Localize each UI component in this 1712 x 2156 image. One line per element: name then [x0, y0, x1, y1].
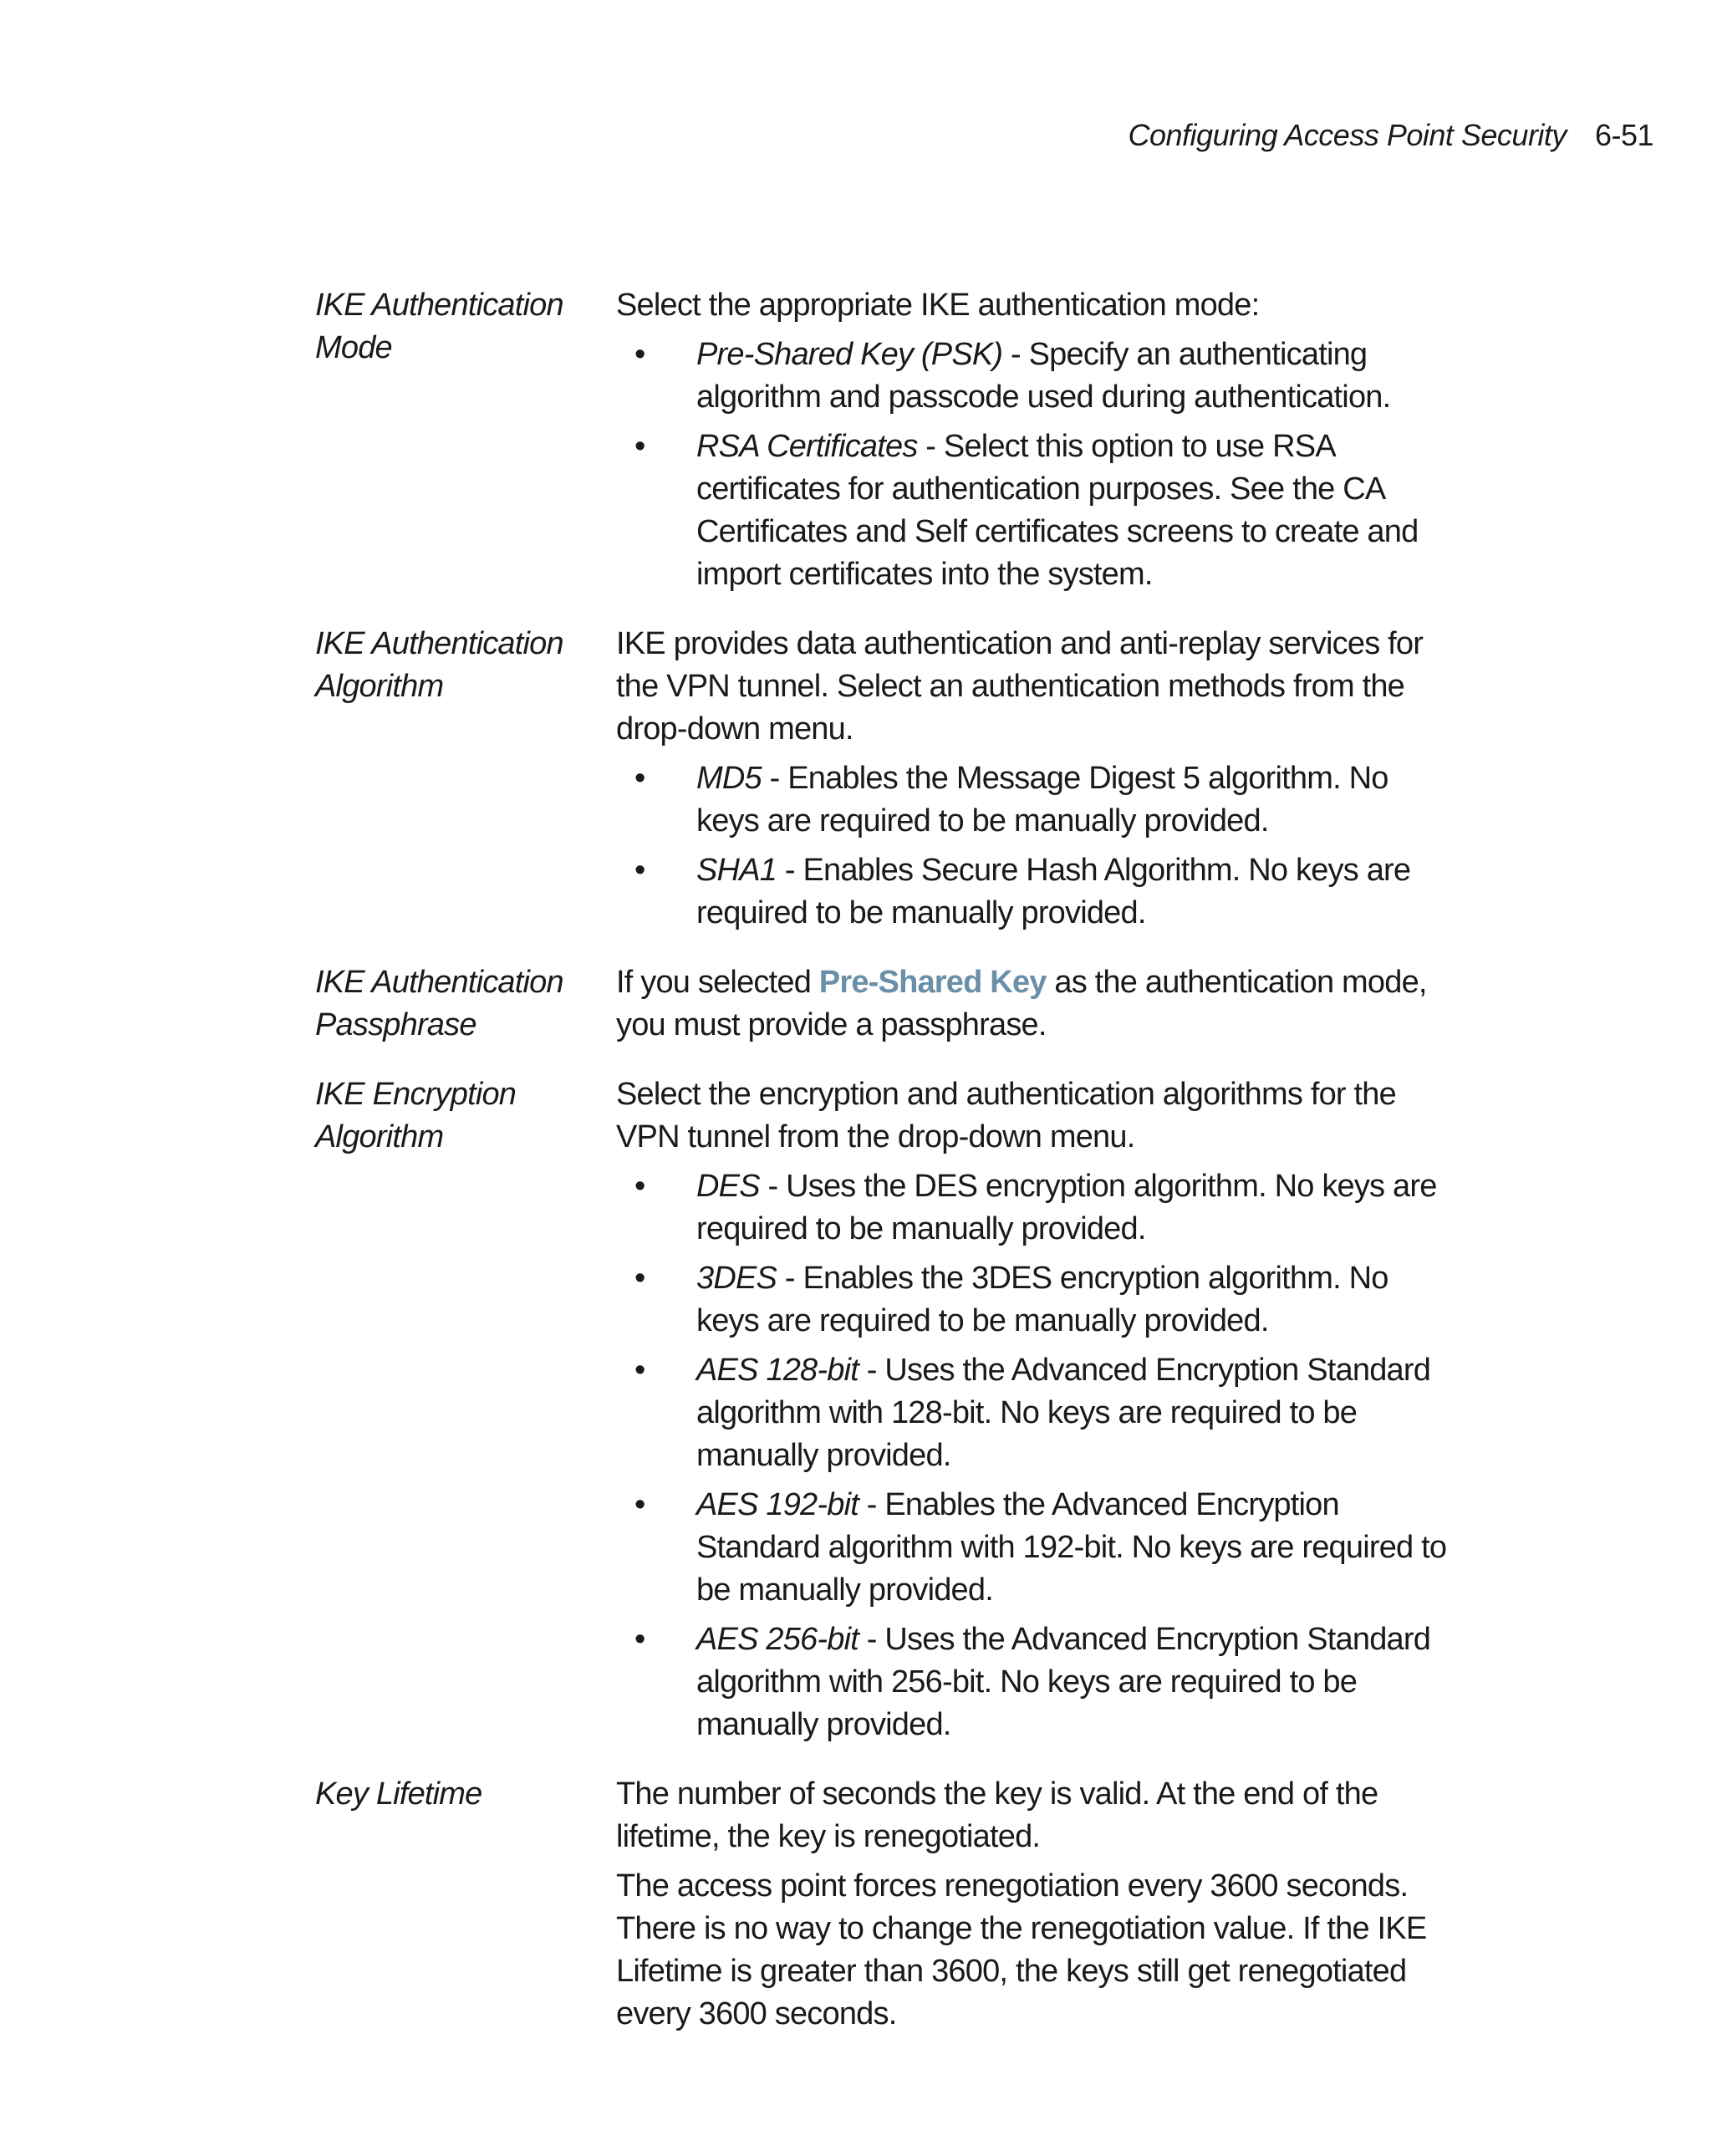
row-ike-authentication-mode	[315, 284, 1460, 603]
term-line: IKE Authentication	[315, 288, 563, 323]
list-item	[616, 1349, 1456, 1477]
bullet-list	[616, 1165, 1456, 1746]
option-name: SHA1	[696, 853, 777, 888]
option-name: AES 192-bit	[696, 1487, 859, 1522]
bullet-glyph: •	[634, 853, 645, 888]
list-item	[616, 1165, 1456, 1251]
row-ike-encryption-algorithm	[315, 1073, 1460, 1753]
intro-text: Select the encryption and authentication algorithms for the VPN tunnel from the drop-down menu.	[616, 1077, 1396, 1154]
row-ike-authentication-passphrase	[315, 961, 1460, 1053]
option-name: MD5	[696, 761, 762, 796]
term	[315, 1773, 616, 2042]
list-item	[616, 757, 1456, 843]
option-text: - Enables the Message Digest 5 algorithm. No keys are required to be manually provided.	[696, 761, 1388, 838]
term-line: Key Lifetime	[315, 1776, 482, 1812]
term-line: IKE Authentication	[315, 626, 563, 661]
list-item	[616, 334, 1456, 419]
list-item	[616, 426, 1456, 596]
option-text: - Enables Secure Hash Algorithm. No keys are required to be manually provided.	[696, 853, 1411, 930]
bullet-glyph: •	[634, 337, 645, 372]
option-text: - Uses the DES encryption algorithm. No keys are required to be manually provided.	[696, 1169, 1437, 1246]
term-line: Algorithm	[315, 669, 444, 704]
running-header	[1129, 115, 1653, 155]
bullet-glyph: •	[634, 1169, 645, 1204]
list-item	[616, 1484, 1456, 1612]
option-name: RSA Certificates	[696, 429, 918, 464]
option-text: - Select this option to use RSA certificates for authentication purposes. See the CA Certificates and Self certificates screens to create and import certificates into the system.	[696, 429, 1419, 592]
bullet-glyph: •	[634, 761, 645, 796]
description	[616, 961, 1456, 1053]
term	[315, 623, 616, 941]
intro-text-end: as the authentication mode, you must provide a passphrase.	[616, 965, 1427, 1042]
bullet-glyph: •	[634, 1622, 645, 1657]
option-name: Pre-Shared Key (PSK)	[696, 337, 1003, 372]
term	[315, 961, 616, 1053]
bullet-glyph: •	[634, 1261, 645, 1296]
list-item	[616, 1618, 1456, 1746]
term	[315, 1073, 616, 1753]
option-text: - Enables the 3DES encryption algorithm. No keys are required to be manually provided.	[696, 1261, 1388, 1338]
term-line: Algorithm	[315, 1119, 444, 1154]
intro-text: Select the appropriate IKE authentication mode:	[616, 288, 1260, 323]
option-name: AES 256-bit	[696, 1622, 859, 1657]
row-ike-authentication-algorithm	[315, 623, 1460, 941]
bullet-glyph: •	[634, 429, 645, 464]
option-name: AES 128-bit	[696, 1353, 859, 1388]
option-text: - Enables the Advanced Encryption Standard algorithm with 192-bit. No keys are required to be manually provided.	[696, 1487, 1447, 1608]
description	[616, 1773, 1456, 2042]
list-item	[616, 849, 1456, 935]
description	[616, 623, 1456, 941]
description	[616, 1073, 1456, 1753]
option-text: - Specify an authenticating algorithm and passcode used during authentication.	[696, 337, 1391, 415]
intro-text	[616, 961, 1456, 1047]
intro-text-start: If you selected	[616, 965, 819, 1000]
bullet-list	[616, 334, 1456, 596]
term-line: Mode	[315, 330, 392, 365]
term-line: Passphrase	[315, 1007, 476, 1042]
term-line: IKE Encryption	[315, 1077, 517, 1112]
paragraph: The access point forces renegotiation every 3600 seconds. There is no way to change the renegotiation value. If the IKE Lifetime is greater than 3600, the keys still get renegotiated every 3600 seconds.	[616, 1868, 1427, 2031]
paragraph: The number of seconds the key is valid. At the end of the lifetime, the key is renegotiated.	[616, 1776, 1378, 1854]
bullet-list	[616, 757, 1456, 935]
page-number: 6-51	[1594, 118, 1653, 152]
section-title: Configuring Access Point Security	[1128, 118, 1567, 152]
row-key-lifetime	[315, 1773, 1460, 2042]
option-text: - Uses the Advanced Encryption Standard algorithm with 256-bit. No keys are required to be manually provided.	[696, 1622, 1431, 1742]
description	[616, 284, 1456, 603]
term	[315, 284, 616, 603]
bullet-glyph: •	[634, 1487, 645, 1522]
intro-text: IKE provides data authentication and anti-replay services for the VPN tunnel. Select an authentication methods from the drop-down menu.	[616, 626, 1424, 747]
term-line: IKE Authentication	[315, 965, 563, 1000]
option-name: 3DES	[696, 1261, 777, 1296]
bullet-glyph: •	[634, 1353, 645, 1388]
definition-table	[315, 284, 1460, 2062]
option-text: - Uses the Advanced Encryption Standard algorithm with 128-bit. No keys are required to be manually provided.	[696, 1353, 1431, 1473]
pre-shared-key-link[interactable]: Pre-Shared Key	[818, 965, 1047, 1000]
option-name: DES	[696, 1169, 760, 1204]
list-item	[616, 1257, 1456, 1343]
